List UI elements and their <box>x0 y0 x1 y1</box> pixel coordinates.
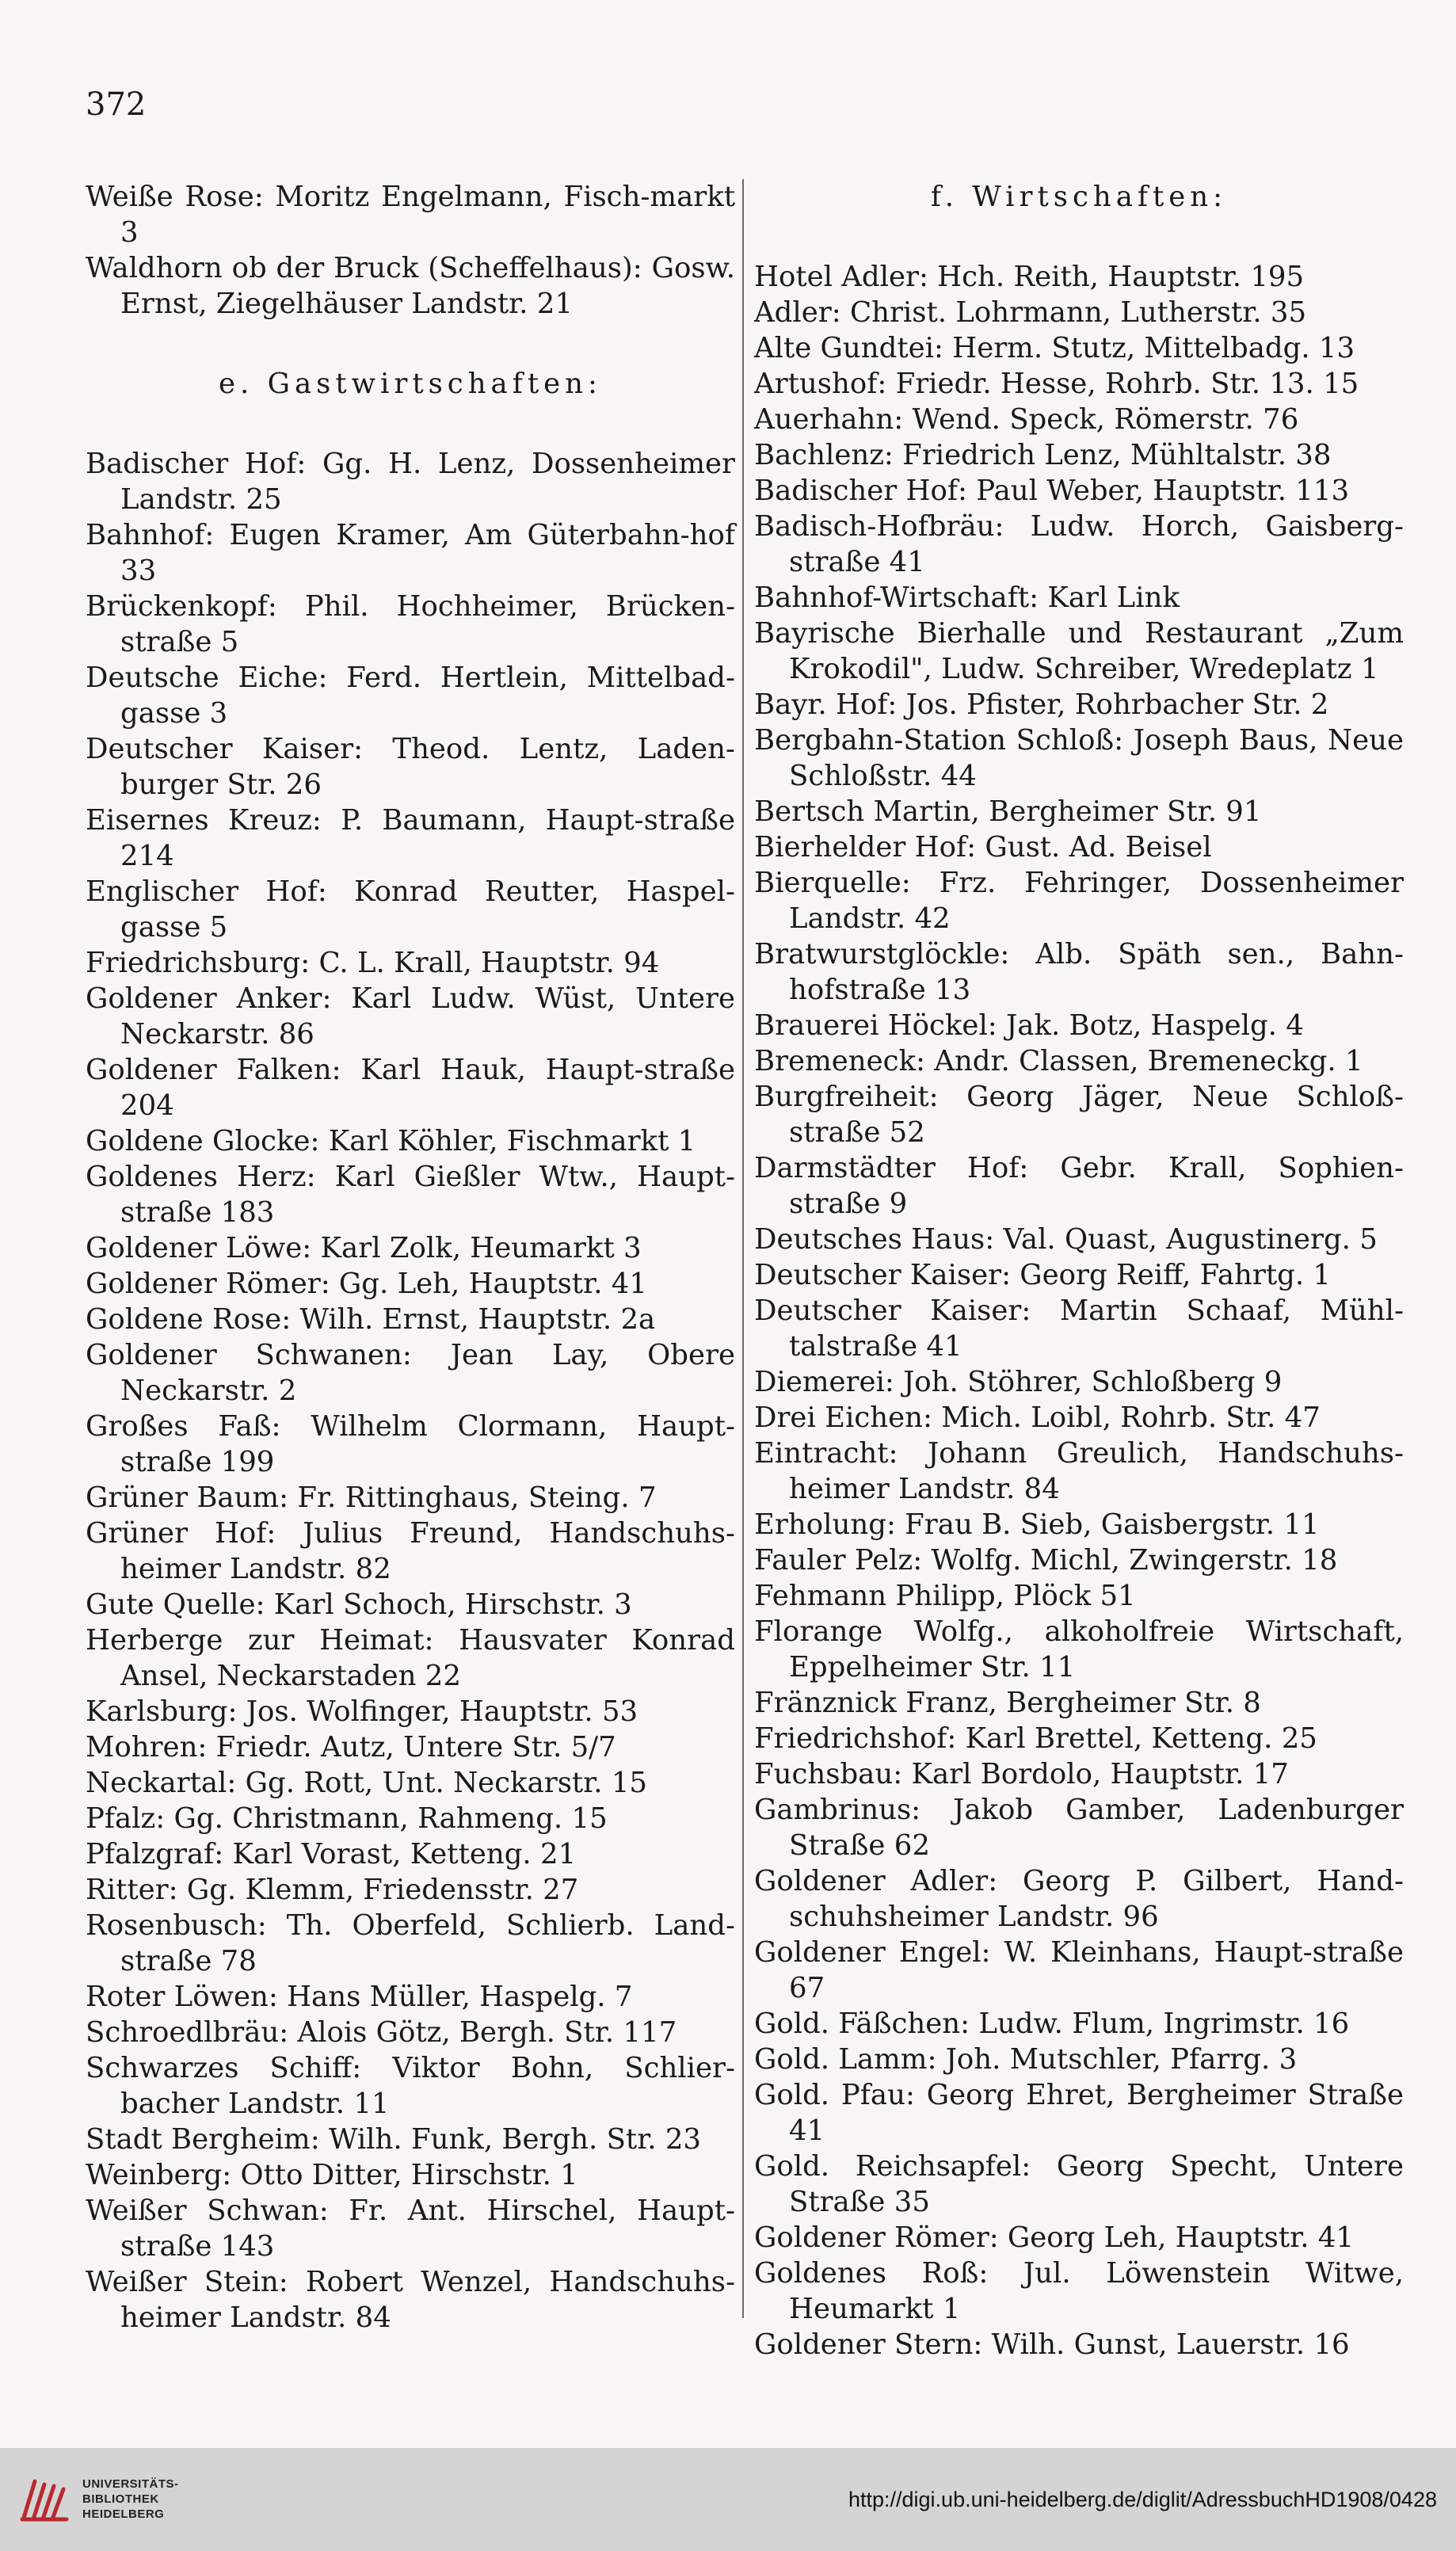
directory-entry: Bergbahn-Station Schloß: Joseph Baus, Neue Schloßstr. 44 <box>754 724 1404 792</box>
directory-entry: Stadt Bergheim: Wilh. Funk, Bergh. Str. 23 <box>86 2123 702 2156</box>
left-section-heading: e. Gastwirtschaften: <box>219 368 602 400</box>
directory-entry: Goldene Rose: Wilh. Ernst, Hauptstr. 2a <box>86 1303 656 1336</box>
directory-entry: Bremeneck: Andr. Classen, Bremeneckg. 1 <box>754 1045 1363 1077</box>
directory-entry: Badischer Hof: Gg. H. Lenz, Dossenheimer Landstr. 25 <box>86 448 735 516</box>
source-url-link[interactable]: http://digi.ub.uni-heidelberg.de/diglit/AdressbuchHD1908/0428 <box>848 2488 1437 2511</box>
directory-entry: Bayrische Bierhalle und Restaurant „Zum Krokodil", Ludw. Schreiber, Wredeplatz 1 <box>754 617 1404 685</box>
directory-entry: Badisch-Hofbräu: Ludw. Horch, Gaisberg-straße 41 <box>754 510 1404 578</box>
right-section-heading: f. Wirtschaften: <box>930 181 1228 213</box>
right-entries <box>754 259 1404 2362</box>
directory-entry: Weißer Schwan: Fr. Ant. Hirschel, Haupt-straße 143 <box>86 2194 735 2263</box>
footer-bar <box>0 2448 1456 2551</box>
directory-entry: Fuchsbau: Karl Bordolo, Hauptstr. 17 <box>754 1758 1289 1790</box>
directory-entry: Deutscher Kaiser: Theod. Lentz, Laden-burger Str. 26 <box>86 733 735 801</box>
directory-entry: Goldener Stern: Wilh. Gunst, Lauerstr. 16 <box>754 2328 1350 2361</box>
directory-entry: Gambrinus: Jakob Gamber, Ladenburger Straße 62 <box>754 1794 1404 1862</box>
directory-entry: Goldener Löwe: Karl Zolk, Heumarkt 3 <box>86 1232 642 1264</box>
directory-entry: Brückenkopf: Phil. Hochheimer, Brücken-straße 5 <box>86 590 735 658</box>
directory-entry: Gold. Pfau: Georg Ehret, Bergheimer Straße 41 <box>754 2079 1404 2147</box>
directory-entry: Friedrichsburg: C. L. Krall, Hauptstr. 94 <box>86 947 660 979</box>
logo-line-2: BIBLIOTHEK <box>82 2492 159 2506</box>
directory-entry: Gold. Reichsapfel: Georg Specht, Untere Straße 35 <box>754 2150 1404 2218</box>
directory-entry: Eisernes Kreuz: P. Baumann, Haupt-straße 214 <box>86 804 735 872</box>
directory-entry: Grüner Baum: Fr. Rittinghaus, Steing. 7 <box>86 1481 657 1514</box>
directory-entry: Schroedlbräu: Alois Götz, Bergh. Str. 117 <box>86 2016 677 2049</box>
directory-entry: Florange Wolfg., alkoholfreie Wirtschaft, Eppelheimer Str. 11 <box>754 1615 1404 1684</box>
directory-entry: Karlsburg: Jos. Wolfinger, Hauptstr. 53 <box>86 1695 638 1728</box>
directory-entry: Goldener Römer: Georg Leh, Hauptstr. 41 <box>754 2221 1354 2254</box>
column-divider <box>742 179 744 2318</box>
directory-entry: Goldenes Roß: Jul. Löwenstein Witwe, Heumarkt 1 <box>754 2257 1404 2325</box>
directory-entry: Drei Eichen: Mich. Loibl, Rohrb. Str. 47 <box>754 1401 1321 1434</box>
directory-entry: Diemerei: Joh. Stöhrer, Schloßberg 9 <box>754 1366 1283 1398</box>
directory-entry: Weiße Rose: Moritz Engelmann, Fisch-markt 3 <box>86 181 735 249</box>
logo-line-3: HEIDELBERG <box>82 2507 165 2521</box>
directory-entry: Pfalzgraf: Karl Vorast, Ketteng. 21 <box>86 1838 577 1870</box>
directory-entry: Deutscher Kaiser: Georg Reiff, Fahrtg. 1 <box>754 1259 1332 1291</box>
directory-entry: Weißer Stein: Robert Wenzel, Handschuhs-heimer Landstr. 84 <box>86 2266 735 2334</box>
directory-entry: Neckartal: Gg. Rott, Unt. Neckarstr. 15 <box>86 1767 647 1799</box>
directory-entry: Hotel Adler: Hch. Reith, Hauptstr. 195 <box>754 261 1305 293</box>
directory-entry: Goldener Schwanen: Jean Lay, Obere Neckarstr. 2 <box>86 1339 735 1407</box>
directory-entry: Badischer Hof: Paul Weber, Hauptstr. 113 <box>754 475 1350 507</box>
library-logo[interactable] <box>16 2465 190 2534</box>
right-column <box>754 179 1404 2362</box>
library-logo-text <box>82 2477 179 2522</box>
directory-entry: Fränznick Franz, Bergheimer Str. 8 <box>754 1687 1261 1719</box>
left-entries-top <box>86 179 735 322</box>
directory-entry: Friedrichshof: Karl Brettel, Ketteng. 25 <box>754 1722 1317 1755</box>
directory-entry: Goldener Römer: Gg. Leh, Hauptstr. 41 <box>86 1268 647 1300</box>
directory-entry: Goldener Falken: Karl Hauk, Haupt-straße 204 <box>86 1054 735 1122</box>
directory-entry: Erholung: Frau B. Sieb, Gaisbergstr. 11 <box>754 1508 1320 1541</box>
directory-entry: Alte Gundtei: Herm. Stutz, Mittelbadg. 13 <box>754 332 1355 364</box>
directory-entry: Eintracht: Johann Greulich, Handschuhs-heimer Landstr. 84 <box>754 1437 1404 1505</box>
directory-entry: Bratwurstglöckle: Alb. Späth sen., Bahn-hofstraße 13 <box>754 938 1404 1006</box>
left-entries <box>86 446 735 2336</box>
directory-entry: Pfalz: Gg. Christmann, Rahmeng. 15 <box>86 1802 608 1835</box>
directory-entry: Bachlenz: Friedrich Lenz, Mühltalstr. 38 <box>754 439 1332 471</box>
directory-entry: Bahnhof: Eugen Kramer, Am Güterbahn-hof 33 <box>86 519 735 587</box>
directory-entry: Gold. Fäßchen: Ludw. Flum, Ingrimstr. 16 <box>754 2008 1350 2040</box>
directory-entry: Goldener Engel: W. Kleinhans, Haupt-straße 67 <box>754 1936 1404 2004</box>
directory-entry: Englischer Hof: Konrad Reutter, Haspel-gasse 5 <box>86 875 735 944</box>
directory-entry: Deutsche Eiche: Ferd. Hertlein, Mittelbad-gasse 3 <box>86 662 735 730</box>
directory-entry: Goldene Glocke: Karl Köhler, Fischmarkt 1 <box>86 1125 696 1157</box>
directory-entry: Brauerei Höckel: Jak. Botz, Haspelg. 4 <box>754 1009 1304 1042</box>
directory-entry: Adler: Christ. Lohrmann, Lutherstr. 35 <box>754 296 1307 329</box>
directory-entry: Auerhahn: Wend. Speck, Römerstr. 76 <box>754 403 1299 436</box>
directory-entry: Burgfreiheit: Georg Jäger, Neue Schloß-straße 52 <box>754 1081 1404 1149</box>
directory-entry: Grüner Hof: Julius Freund, Handschuhs-heimer Landstr. 82 <box>86 1517 735 1585</box>
directory-entry: Fauler Pelz: Wolfg. Michl, Zwingerstr. 18 <box>754 1544 1338 1577</box>
directory-entry: Bertsch Martin, Bergheimer Str. 91 <box>754 795 1262 828</box>
directory-entry: Artushof: Friedr. Hesse, Rohrb. Str. 13. 15 <box>754 368 1359 400</box>
directory-entry: Gold. Lamm: Joh. Mutschler, Pfarrg. 3 <box>754 2043 1298 2076</box>
directory-entry: Gute Quelle: Karl Schoch, Hirschstr. 3 <box>86 1588 632 1621</box>
directory-entry: Goldener Adler: Georg P. Gilbert, Hand-schuhsheimer Landstr. 96 <box>754 1865 1404 1933</box>
directory-entry: Darmstädter Hof: Gebr. Krall, Sophien-straße 9 <box>754 1152 1404 1220</box>
library-seal-icon <box>16 2470 74 2529</box>
directory-entry: Bierhelder Hof: Gust. Ad. Beisel <box>754 831 1212 864</box>
directory-entry: Fehmann Philipp, Plöck 51 <box>754 1580 1136 1612</box>
directory-entry: Ritter: Gg. Klemm, Friedensstr. 27 <box>86 1874 579 1906</box>
page-number: 372 <box>86 86 147 123</box>
directory-entry: Deutsches Haus: Val. Quast, Augustinerg. 5 <box>754 1223 1378 1256</box>
directory-entry: Goldenes Herz: Karl Gießler Wtw., Haupt-straße 183 <box>86 1161 735 1229</box>
directory-entry: Goldener Anker: Karl Ludw. Wüst, Untere Neckarstr. 86 <box>86 982 735 1051</box>
directory-entry: Roter Löwen: Hans Müller, Haspelg. 7 <box>86 1981 633 2013</box>
left-column <box>86 179 735 2336</box>
directory-entry: Großes Faß: Wilhelm Clormann, Haupt-straße 199 <box>86 1410 735 1478</box>
directory-entry: Mohren: Friedr. Autz, Untere Str. 5/7 <box>86 1731 616 1764</box>
logo-line-1: UNIVERSITÄTS- <box>82 2477 179 2491</box>
directory-entry: Bahnhof-Wirtschaft: Karl Link <box>754 582 1180 614</box>
directory-entry: Rosenbusch: Th. Oberfeld, Schlierb. Land-straße 78 <box>86 1909 735 1977</box>
directory-entry: Weinberg: Otto Ditter, Hirschstr. 1 <box>86 2159 578 2191</box>
directory-entry: Bierquelle: Frz. Fehringer, Dossenheimer Landstr. 42 <box>754 867 1404 935</box>
directory-entry: Waldhorn ob der Bruck (Scheffelhaus): Gosw. Ernst, Ziegelhäuser Landstr. 21 <box>86 252 735 320</box>
directory-entry: Deutscher Kaiser: Martin Schaaf, Mühl-talstraße 41 <box>754 1295 1404 1363</box>
directory-entry: Bayr. Hof: Jos. Pfister, Rohrbacher Str. 2 <box>754 688 1329 721</box>
directory-entry: Herberge zur Heimat: Hausvater Konrad Ansel, Neckarstaden 22 <box>86 1624 735 1692</box>
directory-entry: Schwarzes Schiff: Viktor Bohn, Schlier-bacher Landstr. 11 <box>86 2052 735 2120</box>
